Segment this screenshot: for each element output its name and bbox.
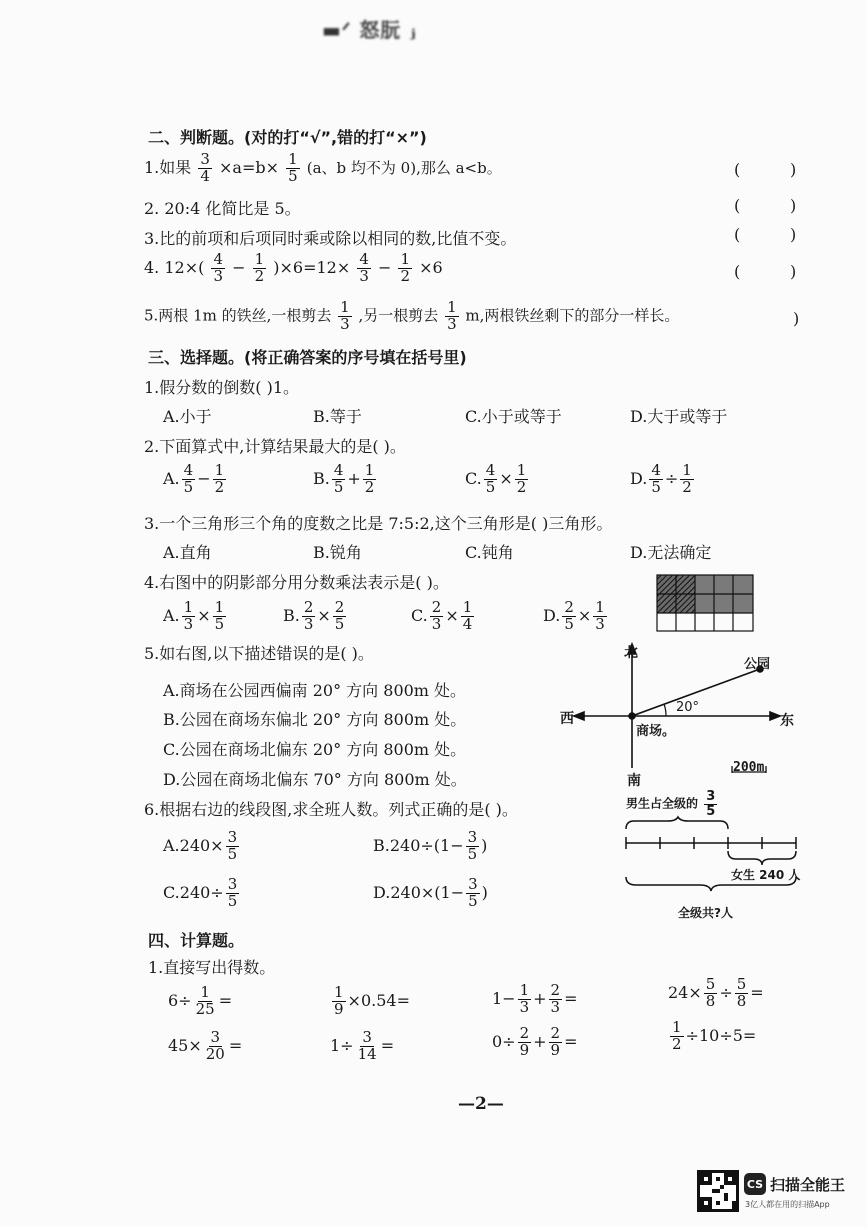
map-north: 北 [624,645,638,661]
choice-q5-stem: 5.如右图,以下描述错误的是( )。 [144,644,374,663]
choice-q6-stem: 6.根据右边的线段图,求全班人数。列式正确的是( )。 [144,800,518,819]
choice-q4-c[interactable]: C. $\frac{2}{3}$ × $\frac{1}{4}$ [411,598,473,633]
judge-q4: 4. 12×( $\frac{4}{3}$ − $\frac{1}{2}$ )×6=12× $\frac{4}{3}$ − $\frac{1}{2}$ ×6 [144,250,443,285]
choice-q2-b[interactable]: B. $\frac{4}{5}$ + $\frac{1}{2}$ [313,461,375,496]
calc-2-3: 0÷ $\frac{2}{9}$ + $\frac{2}{9}$ = [492,1024,578,1059]
section3-title: 三、选择题。(将正确答案的序号填在括号里) [148,348,467,367]
calc-2-4: $\frac{1}{2}$ ÷10÷5= [672,1018,757,1053]
answer-paren-1-close: ) [790,160,797,179]
choice-q5-b[interactable]: B.公园在商场东偏北 20° 方向 800m 处。 [163,710,467,729]
answer-paren-5-close: ) [793,309,800,328]
section2-title: 二、判断题。(对的打“√”,错的打“×”) [148,128,427,147]
choice-q3-c[interactable]: C.钝角 [465,543,514,562]
map-east: 东 [780,713,794,729]
segment-girls-label: 女生 240 人 [731,868,801,882]
choice-q4-a[interactable]: A. $\frac{1}{3}$ × $\frac{1}{5}$ [163,598,225,633]
answer-paren-4-open[interactable]: ( [734,262,741,281]
map-scale: 200m [733,760,765,775]
map-angle: 20° [676,700,700,715]
choice-q6-a[interactable]: A.240× $\frac{3}{5}$ [163,828,238,863]
qr-code-icon [697,1170,739,1212]
section4-subtitle: 1.直接写出得数。 [148,958,276,977]
choice-q4-d[interactable]: D. $\frac{2}{5}$ × $\frac{1}{3}$ [543,598,605,633]
answer-paren-3-close: ) [790,225,797,244]
choice-q6-c[interactable]: C.240÷ $\frac{3}{5}$ [163,875,238,910]
calc-1-2: $\frac{1}{9}$ ×0.54= [334,983,410,1018]
segment-boys-label: 男生占全级的 $\frac{3}{5}$ [626,789,716,819]
choice-q2-a[interactable]: A. $\frac{4}{5}$ − $\frac{1}{2}$ [163,461,225,496]
calc-2-1: 45× $\frac{3}{20}$ = [168,1028,243,1063]
choice-q1-a[interactable]: A.小于 [163,407,212,426]
choice-q3-b[interactable]: B.锐角 [313,543,362,562]
choice-q5-a[interactable]: A.商场在公园西偏南 20° 方向 800m 处。 [163,681,467,700]
calc-1-4: 24× $\frac{5}{8}$ ÷ $\frac{5}{8}$ = [668,975,764,1010]
brand-name: 扫描全能王 [770,1176,846,1194]
map-mall: 商场。 [636,724,676,739]
choice-q2-stem: 2.下面算式中,计算结果最大的是( )。 [144,437,406,456]
choice-q3-stem: 3.一个三角形三个角的度数之比是 7:5:2,这个三角形是( )三角形。 [144,514,613,533]
choice-q4-b[interactable]: B. $\frac{2}{3}$ × $\frac{2}{5}$ [283,598,345,633]
choice-q3-a[interactable]: A.直角 [163,543,212,562]
choice-q1-d[interactable]: D.大于或等于 [630,407,728,426]
map-park: 公园 [744,657,771,672]
choice-q5-c[interactable]: C.公园在商场北偏东 20° 方向 800m 处。 [163,740,467,759]
calc-1-3: 1− $\frac{1}{3}$ + $\frac{2}{3}$ = [492,981,578,1016]
choice-q2-c[interactable]: C. $\frac{4}{5}$ × $\frac{1}{2}$ [465,461,527,496]
choice-q1-c[interactable]: C.小于或等于 [465,407,562,426]
segment-diagram [620,815,800,895]
choice-q1-b[interactable]: B.等于 [313,407,362,426]
choice-q4-stem: 4.右图中的阴影部分用分数乘法表示是( )。 [144,573,449,592]
choice-q6-b[interactable]: B.240÷(1− $\frac{3}{5}$ ) [373,828,488,863]
choice-q2-d[interactable]: D. $\frac{4}{5}$ ÷ $\frac{1}{2}$ [630,461,692,496]
judge-q1: 1.如果 $\frac{3}{4}$ ×a=b× $\frac{1}{5}$ (a、b 均不为 0),那么 a<b。 [144,150,502,185]
choice-q5-d[interactable]: D.公园在商场北偏东 70° 方向 800m 处。 [163,770,467,789]
segment-total-label: 全级共?人 [678,906,733,920]
choice-q1-stem: 1.假分数的倒数( )1。 [144,378,300,397]
judge-q3: 3.比的前项和后项同时乘或除以相同的数,比值不变。 [144,229,517,248]
answer-paren-2-close: ) [790,196,797,215]
calc-2-2: 1÷ $\frac{3}{14}$ = [330,1028,395,1063]
page-number: —2— [458,1094,504,1114]
answer-paren-4-close: ) [790,262,797,281]
section4-title: 四、计算题。 [148,931,245,950]
brand-tagline: 3亿人都在用的扫描App [745,1200,830,1209]
choice-q6-d[interactable]: D.240×(1− $\frac{3}{5}$ ) [373,875,488,910]
judge-q5: 5.两根 1m 的铁丝,一根剪去 $\frac{1}{3}$ ,另一根剪去 $\frac{1}{3}$ m,两根铁丝剩下的部分一样长。 [144,298,680,333]
judge-q2: 2. 20:4 化简比是 5。 [144,199,301,218]
answer-paren-2-open[interactable]: ( [734,196,741,215]
header-fragment: ▬ᐟ 怒朊 ⱼ [322,18,417,42]
shaded-grid-figure [656,574,754,632]
choice-q3-d[interactable]: D.无法确定 [630,543,712,562]
answer-paren-3-open[interactable]: ( [734,225,741,244]
answer-paren-1-open[interactable]: ( [734,160,741,179]
map-west: 西 [560,711,574,727]
map-south: 南 [627,773,641,789]
camscanner-logo-icon: CS [744,1173,766,1195]
calc-1-1: 6÷ $\frac{1}{25}$ = [168,983,233,1018]
